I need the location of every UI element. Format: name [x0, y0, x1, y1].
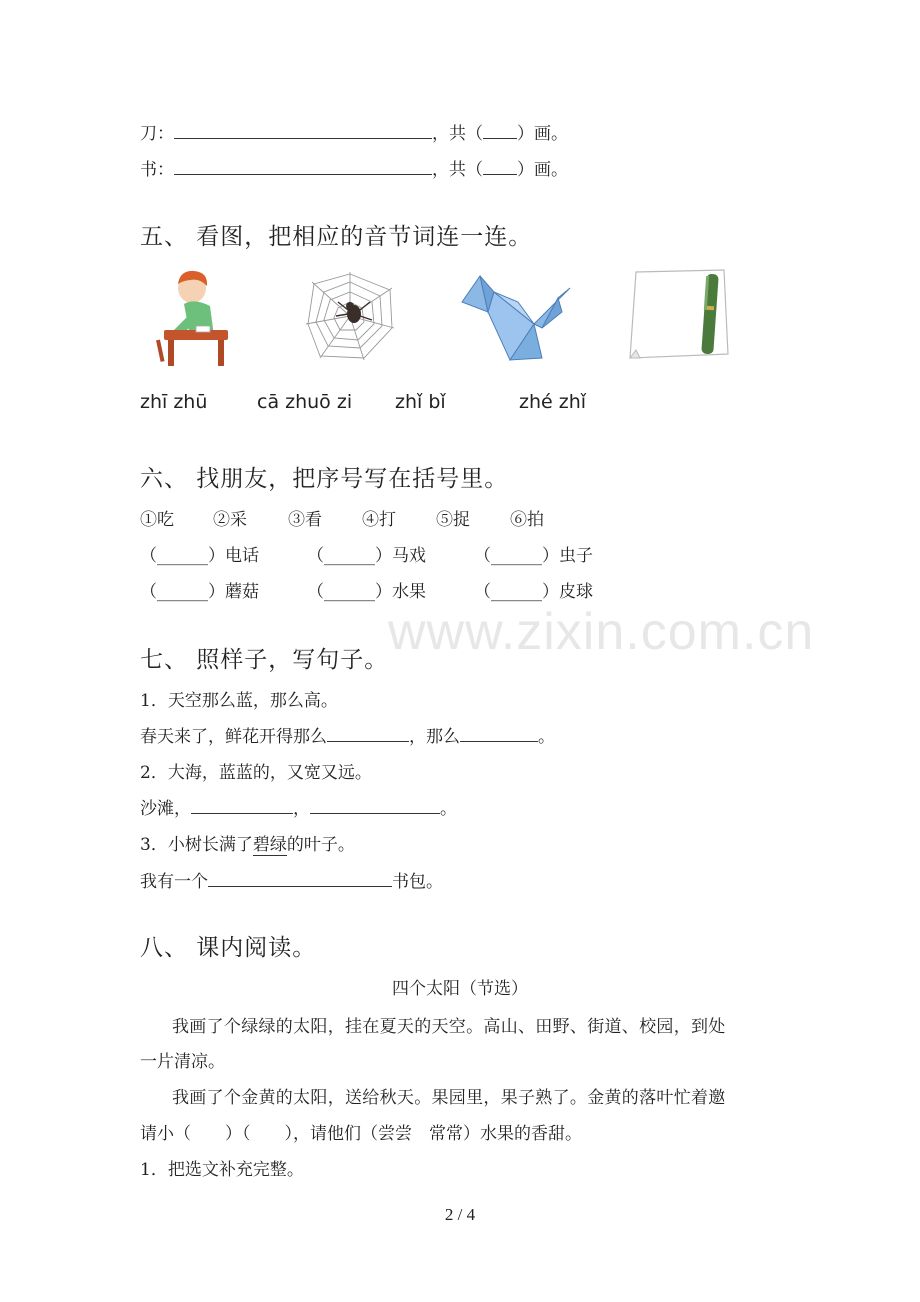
stroke-close: ）画。	[517, 124, 568, 144]
q2-mid: ，	[293, 799, 310, 819]
q3-end: 书包。	[392, 872, 443, 892]
spider-web-image	[302, 268, 398, 364]
match-item[interactable]: （______）电话	[140, 546, 259, 566]
q2-answer-line	[140, 794, 457, 819]
q2-example: 2．大海，蓝蓝的，又宽又远。	[140, 763, 372, 783]
section7-title: 七、 照样子，写句子。	[140, 647, 389, 673]
match-item[interactable]: （______）皮球	[474, 582, 593, 602]
paper-crane-image	[458, 272, 572, 366]
answer-blank[interactable]	[483, 124, 517, 139]
option-5: ⑤捉	[436, 510, 470, 530]
pinyin-zhezhi[interactable]: zhé zhǐ	[519, 391, 587, 413]
option-3: ③看	[288, 510, 322, 530]
stroke-sep: ，共（	[432, 124, 483, 144]
match-item[interactable]: （______）蘑菇	[140, 582, 259, 602]
paper-and-pen-image	[626, 266, 732, 362]
section6-title: 六、 找朋友，把序号写在括号里。	[140, 466, 509, 492]
pinyin-zhizhu[interactable]: zhī zhū	[140, 391, 208, 413]
watermark: www.zixin.com.cn	[388, 603, 815, 661]
stroke-char: 书：	[140, 160, 174, 180]
q2-prefix: 沙滩，	[140, 799, 191, 819]
option-2: ②采	[213, 510, 247, 530]
q3-prefix: 我有一个	[140, 872, 208, 892]
q1-example: 1．天空那么蓝，那么高。	[140, 691, 338, 711]
match-item[interactable]: （______）虫子	[474, 546, 593, 566]
stroke-line-dao	[140, 119, 568, 144]
passage-title: 四个太阳（节选）	[392, 979, 528, 999]
boy-wiping-table-image	[150, 266, 236, 370]
stroke-line-shu	[140, 155, 568, 180]
stroke-sep: ，共（	[432, 160, 483, 180]
page-number: 2 / 4	[444, 1205, 476, 1224]
q3-post: 的叶子。	[286, 835, 355, 855]
answer-blank[interactable]	[174, 124, 432, 139]
stroke-char: 刀：	[140, 124, 174, 144]
answer-blank[interactable]	[191, 799, 293, 814]
answer-blank[interactable]	[483, 160, 517, 175]
q3-answer-line	[140, 867, 443, 892]
answer-blank[interactable]	[208, 872, 392, 887]
pinyin-zhibi[interactable]: zhǐ bǐ	[395, 391, 446, 413]
q3-underlined-word: 碧绿	[252, 835, 287, 855]
q3-pre: 3．小树长满了	[140, 835, 253, 855]
q1-answer-line	[140, 722, 555, 747]
section8-title: 八、 课内阅读。	[140, 935, 317, 961]
stroke-close: ）画。	[517, 160, 568, 180]
q2-end: 。	[440, 799, 457, 819]
option-4: ④打	[362, 510, 396, 530]
q1-prefix: 春天来了，鲜花开得那么	[140, 727, 327, 747]
passage-p2-line1: 我画了个金黄的太阳，送给秋天。果园里，果子熟了。金黄的落叶忙着邀	[172, 1088, 726, 1108]
passage-p1-line1: 我画了个绿绿的太阳，挂在夏天的天空。高山、田野、街道、校园，到处	[172, 1017, 726, 1037]
q1-mid: ，那么	[409, 727, 460, 747]
match-item[interactable]: （______）水果	[307, 582, 426, 602]
match-item[interactable]: （______）马戏	[307, 546, 426, 566]
q1-end: 。	[538, 727, 555, 747]
section5-title: 五、 看图，把相应的音节词连一连。	[140, 224, 533, 250]
passage-p1-line2: 一片清凉。	[140, 1052, 225, 1072]
reading-question-1: 1．把选文补充完整。	[140, 1160, 304, 1180]
option-1: ①吃	[140, 510, 174, 530]
answer-blank[interactable]	[310, 799, 440, 814]
q3-example	[140, 830, 355, 855]
pinyin-cazhuozi[interactable]: cā zhuō zi	[257, 391, 353, 413]
answer-blank[interactable]	[460, 727, 538, 742]
passage-p2-line2: 请小（ ）（ ），请他们（尝尝 常常）水果的香甜。	[140, 1124, 582, 1144]
option-6: ⑥拍	[510, 510, 544, 530]
answer-blank[interactable]	[174, 160, 432, 175]
answer-blank[interactable]	[327, 727, 409, 742]
